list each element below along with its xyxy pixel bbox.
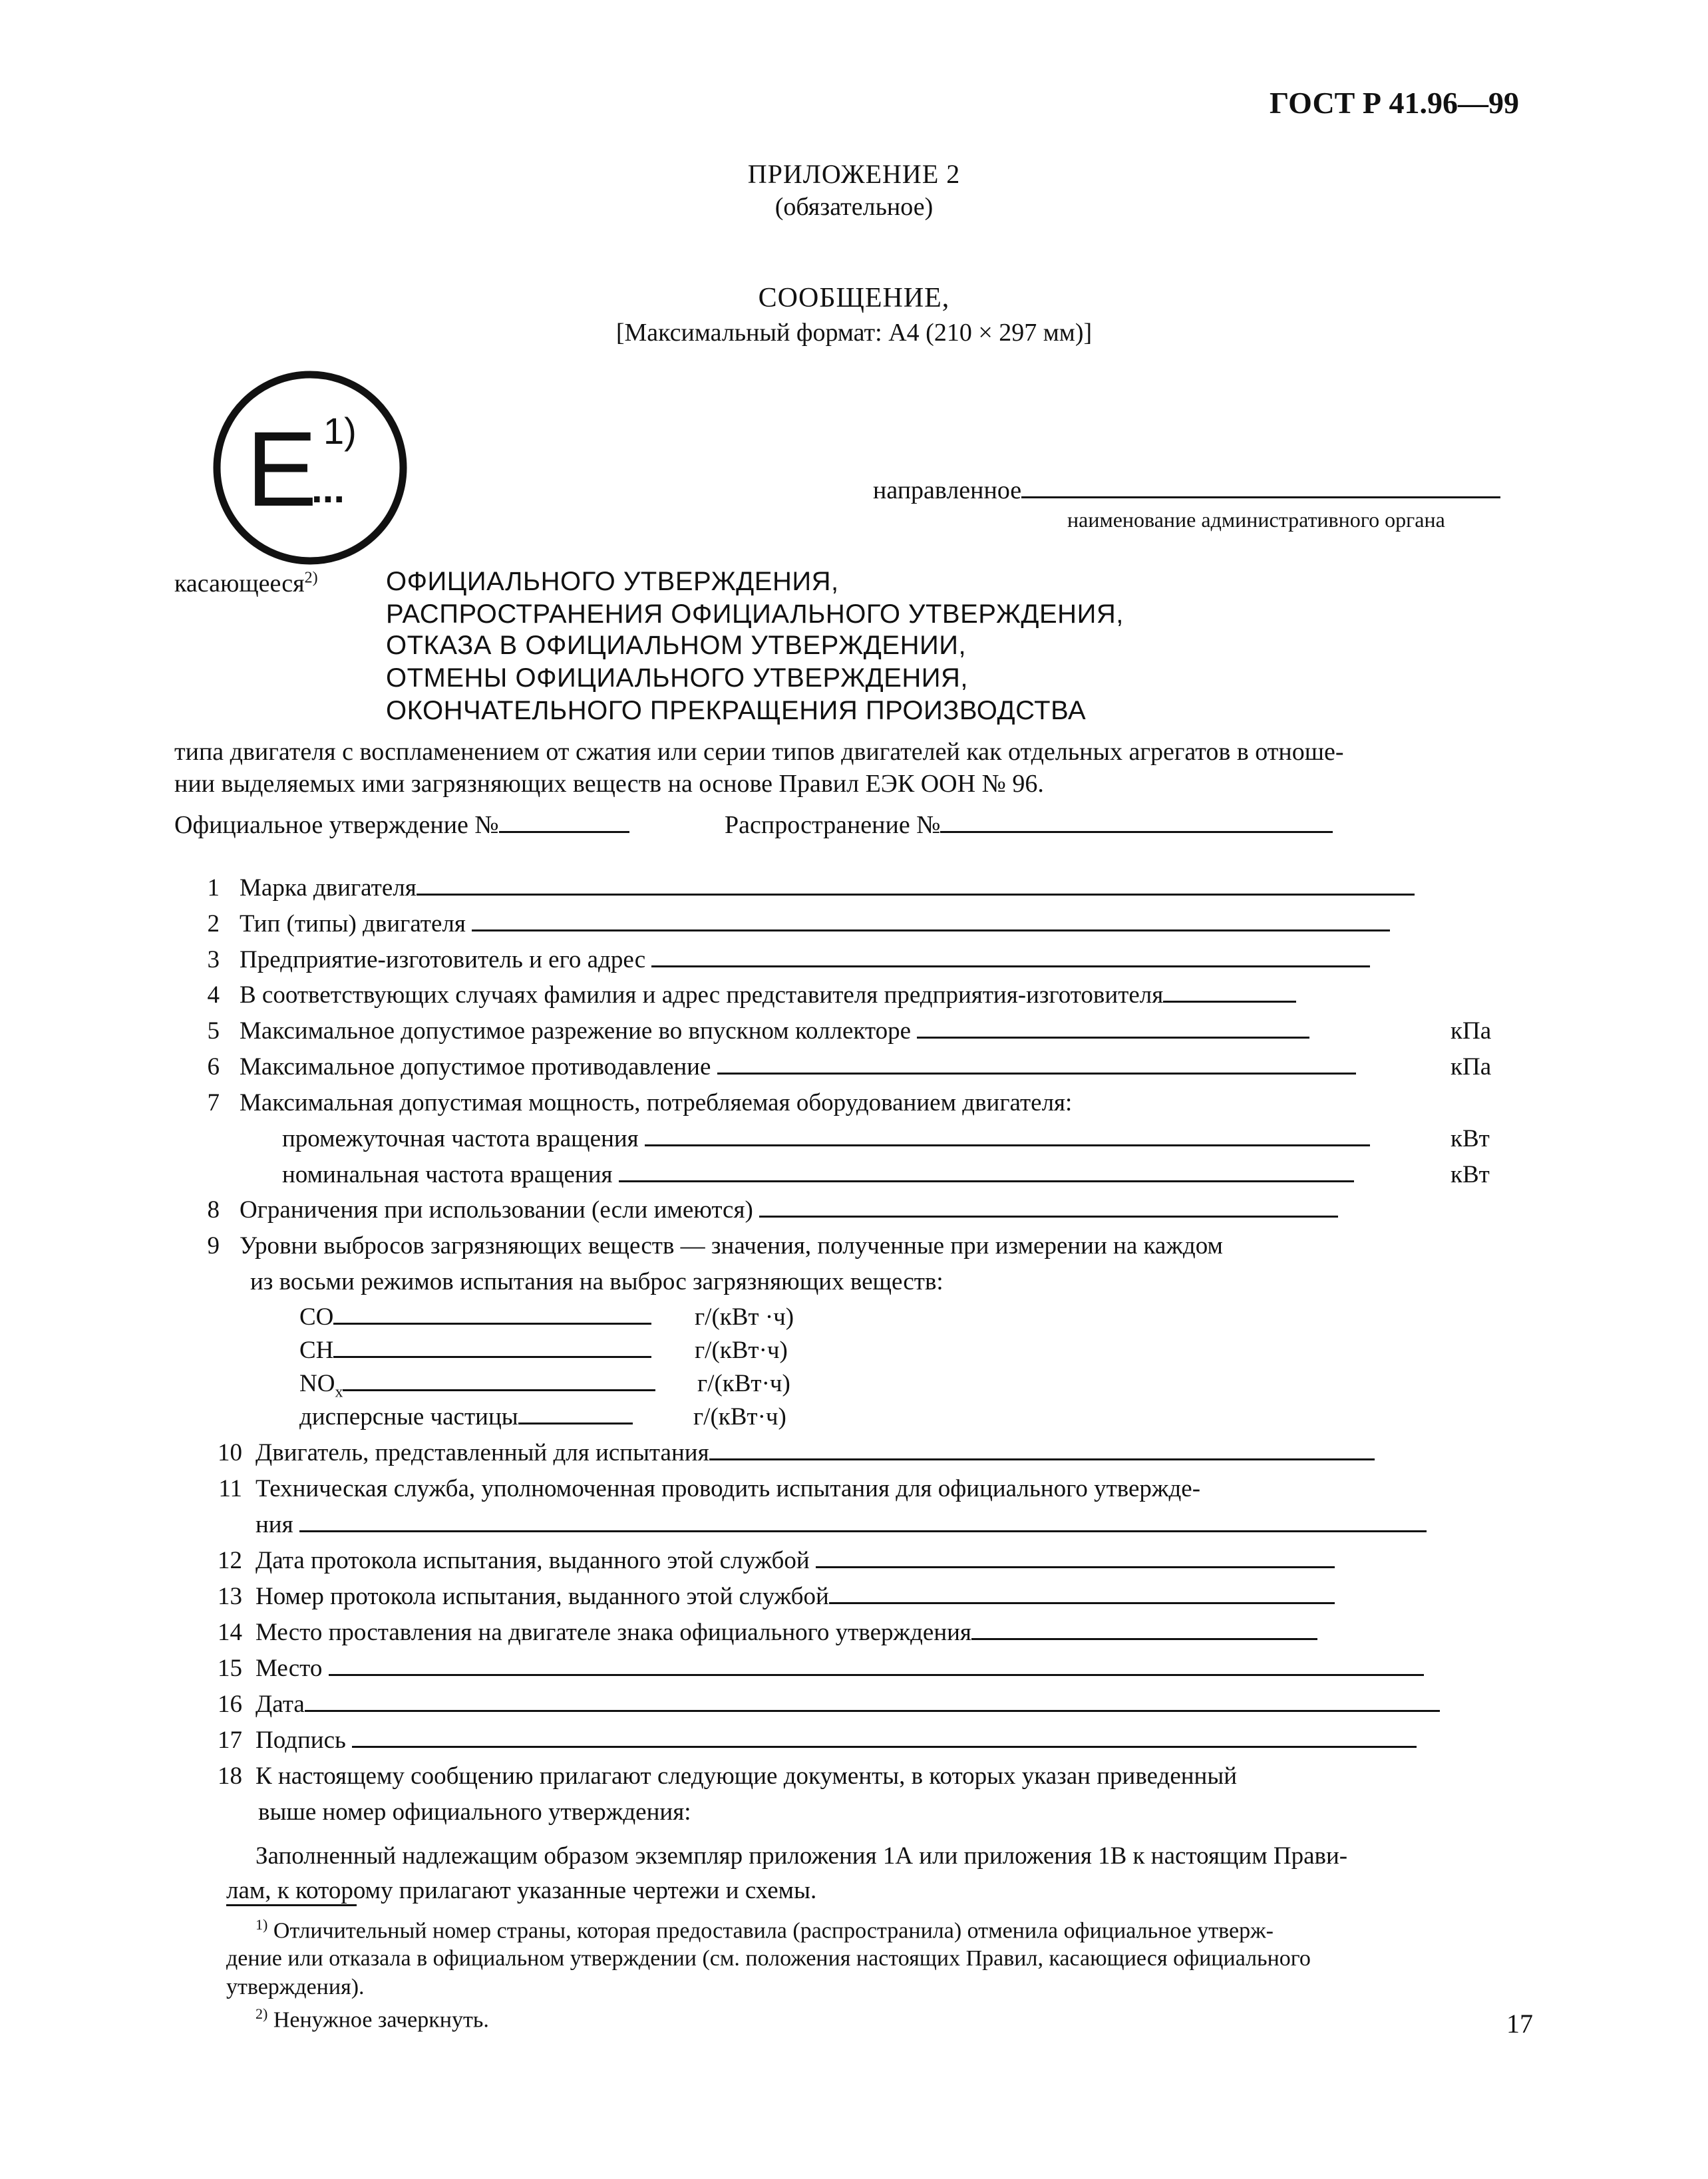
concerning-option: ОТКАЗА В ОФИЦИАЛЬНОМ УТВЕРЖДЕНИИ, xyxy=(386,631,967,660)
item-attachments: К настоящему сообщению прилагают следующие документы, в которых указан приведенный xyxy=(256,1762,1238,1790)
item-back-pressure xyxy=(240,1053,1356,1081)
item-technical-service: Техническая служба, уполномоченная проводить испытания для официального утвержде- xyxy=(256,1475,1201,1502)
item-number: 15 xyxy=(218,1655,242,1682)
item-number: 4 xyxy=(207,981,220,1009)
item-number: 10 xyxy=(218,1439,242,1466)
concerning-text: касающееся xyxy=(174,570,305,597)
item-text: Дата протокола испытания, выданного этой службой xyxy=(256,1547,810,1574)
item-text: В соответствующих случаях фамилия и адрес представителя предприятия-изготовителя xyxy=(240,981,1164,1009)
item-number: 1 xyxy=(207,874,220,902)
item-representative xyxy=(240,981,1296,1009)
emblem-letter: E xyxy=(246,409,317,528)
emission-unit: г/(кВт ·ч) xyxy=(695,1303,794,1331)
item-number: 3 xyxy=(207,946,220,973)
item-max-power: Максимальная допустимая мощность, потребляемая оборудованием двигателя: xyxy=(240,1089,1073,1116)
emission-label-sub: x xyxy=(335,1383,343,1401)
item-attachments-cont: выше номер официального утверждения: xyxy=(258,1798,691,1826)
addressee-caption: наименование административного органа xyxy=(1067,508,1445,532)
concerning-option: РАСПРОСТРАНЕНИЯ ОФИЦИАЛЬНОГО УТВЕРЖДЕНИЯ, xyxy=(386,599,1124,629)
item-fill-line[interactable] xyxy=(305,1710,1440,1712)
item-fill-line[interactable] xyxy=(816,1566,1335,1568)
item-number: 11 xyxy=(218,1475,242,1502)
emission-value-field[interactable] xyxy=(333,1323,651,1325)
item-emissions-cont: из восьми режимов испытания на выброс загрязняющих веществ: xyxy=(250,1268,943,1295)
item-mark-location xyxy=(256,1618,1317,1647)
item-number: 14 xyxy=(218,1619,242,1646)
extension-number-field[interactable] xyxy=(940,831,1333,833)
item-fill-line[interactable] xyxy=(352,1746,1417,1748)
footnote-1 xyxy=(256,1916,1274,1943)
item-fill-line[interactable] xyxy=(651,965,1370,967)
annex-subtitle: (обязательное) xyxy=(774,193,934,221)
item-number: 12 xyxy=(218,1547,242,1574)
item-engine-tested xyxy=(256,1438,1375,1467)
item-number: 7 xyxy=(207,1089,220,1116)
concerning-option: ОФИЦИАЛЬНОГО УТВЕРЖДЕНИЯ, xyxy=(386,567,839,596)
emission-row-nox xyxy=(299,1369,655,1401)
annex-title: ПРИЛОЖЕНИЕ 2 xyxy=(747,159,961,189)
footnote-2 xyxy=(256,2005,489,2033)
item-text: Максимальное допустимое разрежение во впускном коллекторе xyxy=(240,1017,912,1045)
item-signature xyxy=(256,1726,1417,1755)
item-fill-line[interactable] xyxy=(829,1602,1335,1604)
item-emissions: Уровни выбросов загрязняющих веществ — значения, полученные при измерении на каждом xyxy=(240,1232,1223,1259)
message-title: СООБЩЕНИЕ, xyxy=(758,283,950,313)
item-text: промежуточная частота вращения xyxy=(282,1125,639,1152)
item-text: ния xyxy=(256,1511,293,1538)
addressee-fill-line[interactable] xyxy=(1021,496,1500,498)
addressee-label: направленное xyxy=(873,476,1022,504)
emission-label: CH xyxy=(299,1337,334,1364)
item-text: Ограничения при использовании (если имеются) xyxy=(240,1196,753,1224)
item-number: 16 xyxy=(218,1691,242,1718)
item-number: 8 xyxy=(207,1196,220,1224)
footnote-1-cont: утверждения). xyxy=(226,1975,365,1999)
footnote-mark: 2) xyxy=(256,2005,268,2022)
item-fill-line[interactable] xyxy=(717,1073,1356,1075)
item-text: Место проставления на двигателе знака официального утверждения xyxy=(256,1619,971,1646)
emission-row-co xyxy=(299,1303,651,1331)
concerning-option: ОТМЕНЫ ОФИЦИАЛЬНОГО УТВЕРЖДЕНИЯ, xyxy=(386,663,969,693)
item-text: Место xyxy=(256,1655,323,1682)
emission-row-ch xyxy=(299,1336,651,1365)
emission-row-particulates xyxy=(299,1403,633,1431)
item-fill-line[interactable] xyxy=(417,894,1415,896)
concerning-footnote-ref: 2) xyxy=(304,569,318,587)
item-fill-line[interactable] xyxy=(759,1216,1338,1218)
item-fill-line[interactable] xyxy=(1163,1001,1296,1003)
item-fill-line[interactable] xyxy=(472,929,1390,931)
item-type xyxy=(240,910,1390,938)
item-number: 2 xyxy=(207,910,220,937)
item-text: Марка двигателя xyxy=(240,874,417,902)
item-intake-depression xyxy=(240,1017,1309,1045)
item-fill-line[interactable] xyxy=(299,1530,1427,1532)
intro-line-2: нии выделяемых ими загрязняющих веществ на основе Правил ЕЭК ООН № 96. xyxy=(174,770,1044,798)
emission-label: CO xyxy=(299,1303,334,1331)
emission-value-field[interactable] xyxy=(518,1423,633,1425)
item-number: 9 xyxy=(207,1232,220,1259)
footnote-1-cont: дение или отказала в официальном утверждении (см. положения настоящих Правил, касающиеся официального xyxy=(226,1946,1311,1971)
item-date xyxy=(256,1690,1440,1719)
footnote-separator xyxy=(226,1904,357,1906)
footnote-mark: 1) xyxy=(256,1916,268,1933)
item-place xyxy=(256,1654,1424,1683)
item-text: Подпись xyxy=(256,1727,346,1754)
item-number: 13 xyxy=(218,1583,242,1610)
item-text: номинальная частота вращения xyxy=(282,1161,613,1188)
approval-number-field[interactable] xyxy=(499,831,629,833)
extension-number-label: Распространение № xyxy=(725,811,941,839)
footnote-text: Отличительный номер страны, которая предоставила (распространила) отменила официальное утверж- xyxy=(273,1918,1274,1943)
item-fill-line[interactable] xyxy=(619,1180,1354,1182)
item-text: Тип (типы) двигателя xyxy=(240,910,466,937)
concerning-label xyxy=(174,569,318,598)
approval-number-label: Официальное утверждение № xyxy=(174,811,499,839)
item-fill-line[interactable] xyxy=(709,1458,1375,1460)
item-number: 18 xyxy=(218,1762,242,1790)
emission-label: NO xyxy=(299,1370,335,1397)
emission-unit: г/(кВт·ч) xyxy=(693,1403,786,1430)
item-fill-line[interactable] xyxy=(917,1037,1309,1039)
message-format: [Максимальный формат: А4 (210 × 297 мм)] xyxy=(615,319,1093,347)
item-text: Дата xyxy=(256,1691,305,1718)
item-number: 5 xyxy=(207,1017,220,1045)
item-manufacturer xyxy=(240,945,1370,974)
item-fill-line[interactable] xyxy=(971,1638,1317,1640)
emission-label: дисперсные частицы xyxy=(299,1403,518,1430)
item-fill-line[interactable] xyxy=(329,1674,1424,1676)
item-text: Двигатель, представленный для испытания xyxy=(256,1439,709,1466)
item-text: Максимальное допустимое противодавление xyxy=(240,1053,711,1081)
attachment-line-2: лам, к которому прилагают указанные чертежи и схемы. xyxy=(226,1877,817,1904)
item-text: Номер протокола испытания, выданного этой службой xyxy=(256,1583,829,1610)
item-limitations xyxy=(240,1196,1338,1224)
unit-label: кВт xyxy=(1451,1125,1490,1152)
emission-value-field[interactable] xyxy=(333,1356,651,1358)
extension-number-row xyxy=(725,810,1333,840)
emission-unit: г/(кВт·ч) xyxy=(697,1370,790,1397)
approval-number-row xyxy=(174,810,629,840)
item-text: Предприятие-изготовитель и его адрес xyxy=(240,946,646,973)
unit-label: кПа xyxy=(1451,1017,1492,1045)
emblem-sup: 1) xyxy=(323,410,357,452)
page-number: 17 xyxy=(1506,2009,1533,2039)
power-intermediate-speed xyxy=(282,1124,1370,1153)
item-technical-service-cont xyxy=(256,1510,1427,1539)
item-report-date xyxy=(256,1546,1335,1575)
addressee-row xyxy=(873,476,1500,505)
emission-unit: г/(кВт·ч) xyxy=(695,1337,788,1364)
unit-label: кПа xyxy=(1451,1053,1492,1081)
concerning-option: ОКОНЧАТЕЛЬНОГО ПРЕКРАЩЕНИЯ ПРОИЗВОДСТВА xyxy=(386,696,1087,725)
item-fill-line[interactable] xyxy=(645,1144,1370,1146)
item-marka xyxy=(240,874,1415,902)
item-number: 17 xyxy=(218,1727,242,1754)
unit-label: кВт xyxy=(1451,1161,1490,1188)
intro-line-1: типа двигателя с воспламенением от сжатия или серии типов двигателей как отдельных агрегатов в отноше- xyxy=(174,738,1344,766)
e-mark-emblem xyxy=(212,369,409,566)
item-report-number xyxy=(256,1582,1335,1611)
emblem-dots: ... xyxy=(311,466,345,511)
power-rated-speed xyxy=(282,1160,1354,1189)
emission-value-field[interactable] xyxy=(343,1389,655,1391)
standard-code: ГОСТ Р 41.96—99 xyxy=(1270,86,1519,120)
item-number: 6 xyxy=(207,1053,220,1081)
attachment-line-1: Заполненный надлежащим образом экземпляр приложения 1А или приложения 1В к настоящим Прави- xyxy=(256,1842,1348,1870)
footnote-text: Ненужное зачеркнуть. xyxy=(273,2007,489,2033)
